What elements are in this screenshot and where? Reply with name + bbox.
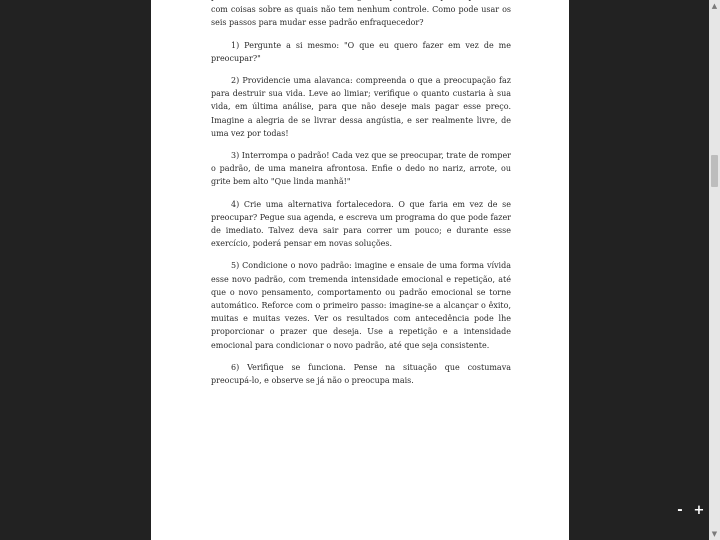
document-page[interactable] xyxy=(151,0,569,540)
scroll-down-arrow-icon[interactable]: ▼ xyxy=(711,530,718,538)
zoom-in-button[interactable]: + xyxy=(693,503,705,518)
paragraph: 5) Condicione o novo padrão: imagine e ensaie de uma forma vívida esse novo padrão, com tremenda intensidade emocional e repetição, até que o novo pensamento, comportamento ou padrão emocional se torne automático. Reforce com o primeiro passo: imagine-se a alcançar o êxito, muitas e muitas vezes. Ver os resultados com antecedência pode lhe proporcionar o prazer que deseja. Use a repetição e a intensidade emocional para condicionar o novo padrão, até que seja consistente. xyxy=(211,261,511,350)
scroll-thumb[interactable] xyxy=(711,155,718,187)
paragraph: 6) Verifique se funciona. Pense na situação que costumava preocupá-lo, e observe se já não o preocupa mais. xyxy=(211,362,511,386)
paragraph: 4) Crie uma alternativa fortalecedora. O que faria em vez de se preocupar? Pegue sua agenda, e escreva um programa do que pode fazer de imediato. Talvez deva sair para correr um pouco; e durante esse exercício, poderá pensar em novas soluções. xyxy=(211,199,511,249)
paragraph: 1) Pergunte a si mesmo: "O que eu quero fazer em vez de me preocupar?" xyxy=(211,40,511,63)
paragraph: 3) Interrompa o padrão! Cada vez que se preocupar, trate de romper o padrão, de uma maneira afrontosa. Enfie o dedo no nariz, arrote, ou grite bem alto "Que linda manhã!" xyxy=(211,151,511,187)
zoom-out-button[interactable]: - xyxy=(677,503,683,518)
paragraph: 2) Providencie uma alavanca: compreenda o que a preocupação faz para destruir sua vida. Leve ao limiar; verifique o quanto custaria à sua vida, em última análise, para que não deseje mais pagar esse preço. Imagine a alegria de se livrar dessa angústia, e ser realmente livre, de uma vez por todas! xyxy=(211,76,511,138)
vertical-scrollbar[interactable] xyxy=(709,0,720,540)
scroll-up-arrow-icon[interactable]: ▲ xyxy=(711,2,718,10)
page-text xyxy=(211,0,511,396)
paragraph: com coisas sobre as quais não tem nenhum controle. Como pode usar os seis passos para mudar esse padrão enfraquecedor? xyxy=(211,5,511,28)
